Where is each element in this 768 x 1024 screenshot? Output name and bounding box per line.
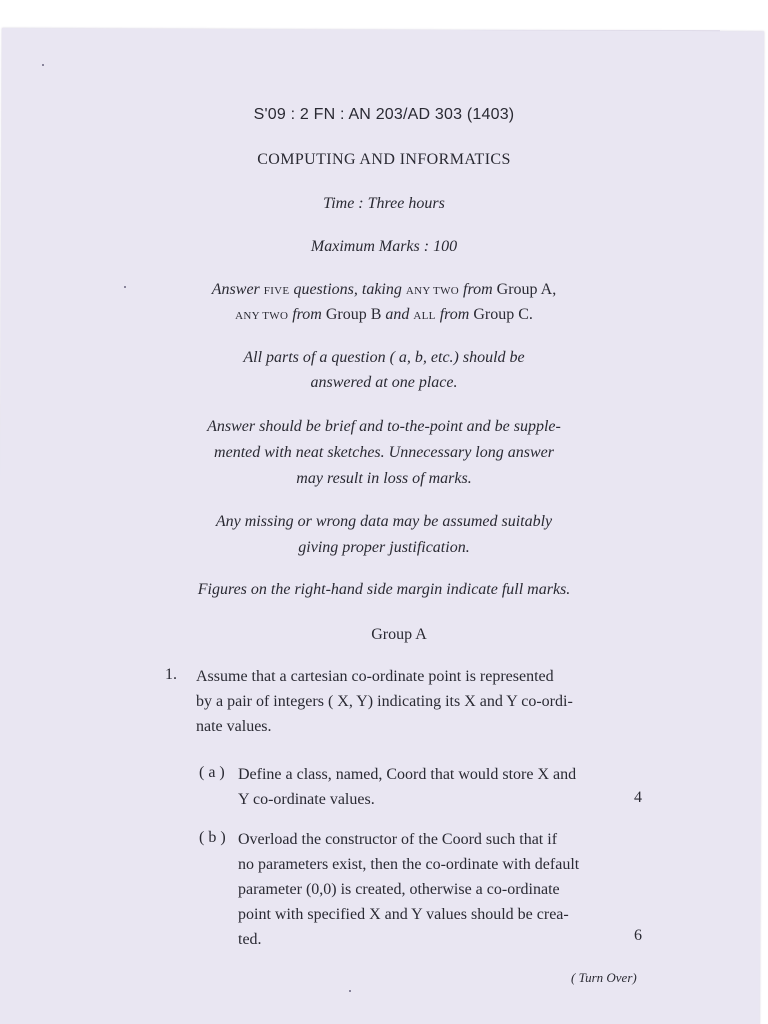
question-1a-text xyxy=(238,762,576,812)
question-1a-marks: 4 xyxy=(634,789,642,806)
instruction-missing-data-line1: Any missing or wrong data may be assumed suitably xyxy=(215,513,553,530)
group-a-title: Group A xyxy=(371,626,427,643)
instr-text: and xyxy=(381,306,414,323)
instr-text: from xyxy=(459,281,497,298)
maximum-marks: Maximum Marks : 100 xyxy=(310,238,458,255)
question-1a-line: Y co-ordinate values. xyxy=(238,791,375,808)
instr-text: Answer xyxy=(211,281,264,298)
exam-time: Time : Three hours xyxy=(323,195,445,212)
question-1b-line: Overload the constructor of the Coord such that if xyxy=(238,831,558,848)
instruction-parts-line1: All parts of a question ( a, b, etc.) should be xyxy=(243,349,525,366)
subject-title: COMPUTING AND INFORMATICS xyxy=(257,151,511,168)
instr-smallcaps: ANY TWO xyxy=(405,285,459,297)
instruction-missing-data-line2: giving proper justification. xyxy=(298,539,470,556)
question-1b-line: no parameters exist, then the co-ordinate with default xyxy=(238,856,580,873)
question-1-stem xyxy=(196,664,626,739)
instruction-brief-line1: Answer should be brief and to-the-point and be supple- xyxy=(207,418,561,435)
instruction-brief-line2: mented with neat sketches. Unnecessary long answer xyxy=(214,444,554,461)
question-1b-line: ted. xyxy=(238,931,262,948)
instr-text: questions, taking xyxy=(289,281,406,298)
instr-smallcaps: ANY TWO xyxy=(235,310,289,322)
scan-speck xyxy=(349,990,351,992)
question-1a-line: Define a class, named, Coord that would store X and xyxy=(238,766,577,783)
question-1b-text xyxy=(238,827,579,952)
question-1-line: by a pair of integers ( X, Y) indicating its X and Y co-ordi- xyxy=(196,693,573,710)
instr-group: Group C. xyxy=(473,306,533,323)
question-1-number: 1. xyxy=(165,666,177,683)
instr-group: Group A, xyxy=(496,281,557,298)
instruction-marks-margin: Figures on the right-hand side margin indicate full marks. xyxy=(197,581,571,598)
instr-text: from xyxy=(435,306,474,323)
question-1b-label: ( b ) xyxy=(199,829,226,846)
question-1a-label: ( a ) xyxy=(199,764,225,781)
question-1b-line: parameter (0,0) is created, otherwise a co-ordinate xyxy=(238,881,560,898)
instruction-answer-five-line2 xyxy=(0,306,768,324)
question-1b-marks: 6 xyxy=(634,927,642,944)
question-1-line: Assume that a cartesian co-ordinate point is represented xyxy=(196,668,554,685)
question-1b-line: point with specified X and Y values should be crea- xyxy=(238,906,569,923)
instruction-brief-line3: may result in loss of marks. xyxy=(296,470,472,487)
scan-speck xyxy=(42,64,44,66)
instr-smallcaps: FIVE xyxy=(263,285,290,297)
paper-code: S'09 : 2 FN : AN 203/AD 303 (1403) xyxy=(253,106,515,123)
instr-smallcaps: ALL xyxy=(413,310,436,322)
instr-text: from xyxy=(288,306,326,323)
instr-group: Group B xyxy=(325,306,382,323)
question-1-line: nate values. xyxy=(196,718,272,735)
turn-over-note: ( Turn Over) xyxy=(571,970,637,985)
instruction-answer-five-line1 xyxy=(0,281,768,299)
instruction-parts-line2: answered at one place. xyxy=(310,374,458,391)
